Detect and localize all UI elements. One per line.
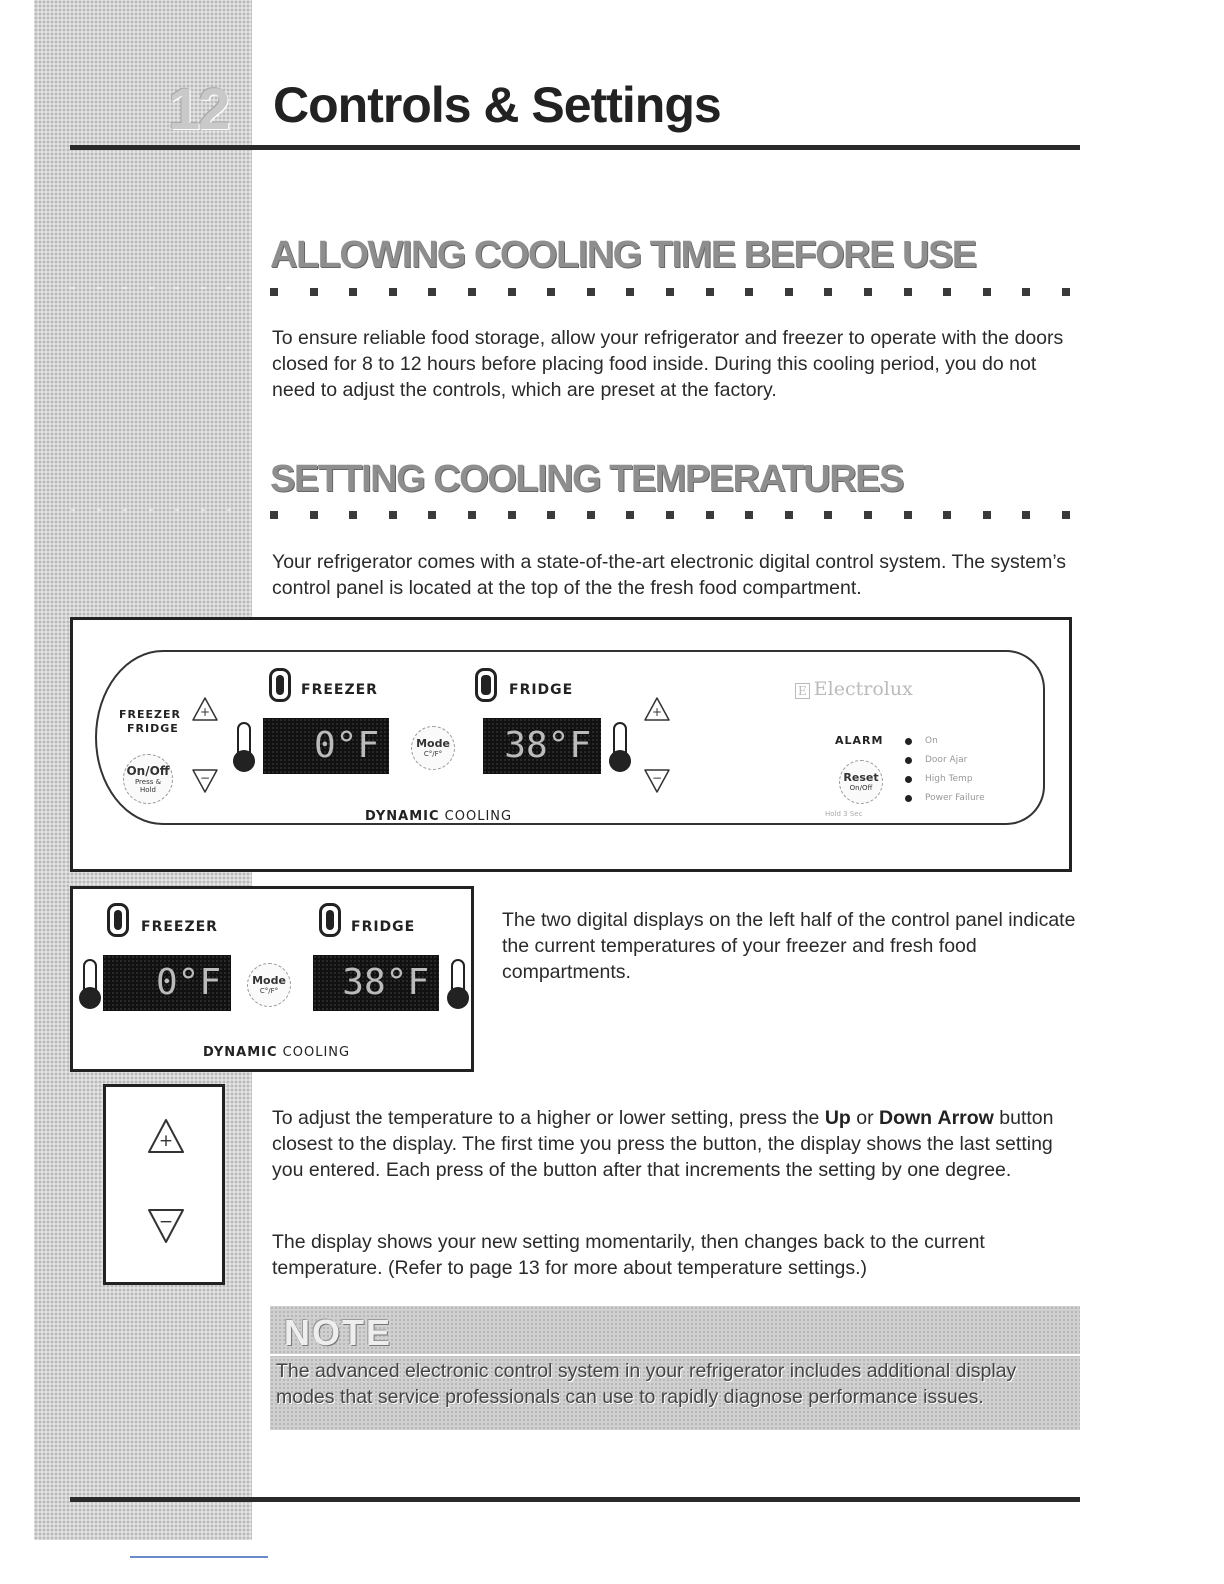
- adjust-text-1: To adjust the temperature to a higher or lower setting, press the: [272, 1107, 825, 1129]
- heading-square: [428, 288, 436, 296]
- on-off-sublabel: Press & Hold: [134, 778, 162, 794]
- fridge-up-arrow-button[interactable]: [643, 696, 671, 728]
- heading-square: [508, 288, 516, 296]
- freezer-display: 0°F: [263, 718, 389, 774]
- adjust-down: Down: [879, 1107, 933, 1129]
- alarm-item-high-temp: High Temp: [925, 774, 973, 784]
- mode-label: Mode: [252, 974, 286, 987]
- up-arrow-symbol: +: [199, 705, 211, 719]
- alarm-led-power: [905, 795, 912, 802]
- heading-square: [706, 511, 714, 519]
- heading-square: [864, 288, 872, 296]
- heading-square: [468, 511, 476, 519]
- heading-square: [468, 288, 476, 296]
- freezer-down-arrow-button[interactable]: [191, 766, 219, 798]
- detail-fridge-display: 38°F: [313, 955, 439, 1011]
- heading-square: [508, 511, 516, 519]
- heading-square: [1062, 288, 1070, 296]
- momentary-paragraph: The display shows your new setting momentarily, then changes back to the current temperature. (Refer to page 13 for more about temperature settings.): [272, 1231, 985, 1279]
- alarm-led-on: [905, 738, 912, 745]
- alarm-item-on: On: [925, 736, 938, 746]
- heading-square: [389, 288, 397, 296]
- reset-label: Reset: [843, 771, 879, 784]
- adjust-paragraph: [272, 1105, 1082, 1183]
- note-text: The advanced electronic control system in your refrigerator includes additional display modes that service professionals can use to rapidly diagnose performance issues.: [276, 1360, 1017, 1408]
- heading-square: [626, 511, 634, 519]
- up-arrow-icon: [146, 1117, 186, 1157]
- freezer-indicator-icon: [107, 903, 129, 937]
- display-detail-figure: [70, 886, 474, 1072]
- adjust-up: Up: [824, 1107, 851, 1129]
- heading-square: [587, 511, 595, 519]
- up-arrow-symbol: +: [158, 1131, 174, 1151]
- dynamic-bold: DYNAMIC: [365, 809, 440, 824]
- up-arrow-icon: [191, 696, 219, 724]
- side-label-fridge: FRIDGE: [127, 722, 179, 735]
- setting-temps-paragraph: Your refrigerator comes with a state-of-the-art electronic digital control system. The system’s control panel is located at the top of the the fresh food compartment.: [272, 551, 1067, 599]
- on-off-button[interactable]: [123, 754, 173, 804]
- mode-button[interactable]: [411, 726, 455, 770]
- heading-square: [310, 288, 318, 296]
- up-arrow-symbol: +: [651, 705, 663, 719]
- header-rule: [70, 145, 1080, 150]
- down-arrow-button[interactable]: [146, 1205, 186, 1250]
- mode-label: Mode: [416, 737, 450, 750]
- note-divider: [270, 1354, 1080, 1356]
- note-title: NOTE: [284, 1312, 393, 1353]
- heading-square-row: [270, 511, 1080, 521]
- heading-square: [904, 511, 912, 519]
- heading-square: [349, 288, 357, 296]
- heading-square: [943, 511, 951, 519]
- heading-square: [983, 288, 991, 296]
- band-dot-row: [60, 285, 250, 291]
- up-arrow-icon: [643, 696, 671, 724]
- brand-name: Electrolux: [813, 678, 913, 700]
- reset-sublabel: On/Off: [849, 784, 873, 792]
- reset-hint: Hold 3 Sec: [825, 810, 863, 818]
- heading-square: [864, 511, 872, 519]
- fridge-thermometer-icon: [451, 959, 465, 997]
- heading-square: [349, 511, 357, 519]
- on-off-label: On/Off: [126, 764, 170, 778]
- heading-square: [1022, 511, 1030, 519]
- adjust-or: or: [850, 1107, 879, 1129]
- heading-square-row: [270, 288, 1080, 298]
- mode-button[interactable]: [247, 963, 291, 1007]
- detail-freezer-label: FREEZER: [141, 919, 218, 935]
- heading-square: [587, 288, 595, 296]
- heading-square: [904, 288, 912, 296]
- fridge-indicator-icon: [475, 668, 497, 702]
- panel-dynamic-cooling-caption: [365, 809, 512, 824]
- heading-square: [745, 511, 753, 519]
- band-dot-row: [60, 507, 250, 513]
- panel-freezer-label: FREEZER: [301, 682, 378, 698]
- section-heading-setting-temps: SETTING COOLING TEMPERATURES: [270, 458, 903, 500]
- panel-fridge-label: FRIDGE: [509, 682, 574, 698]
- cooling-time-paragraph: To ensure reliable food storage, allow your refrigerator and freezer to operate with the doors closed for 8 to 12 hours before placing food inside. During this cooling period, you do not need to adjust the controls, which are preset at the factory.: [272, 327, 1064, 401]
- heading-square: [389, 511, 397, 519]
- section-heading-cooling-time: ALLOWING COOLING TIME BEFORE USE: [270, 234, 976, 276]
- alarm-label: ALARM: [835, 734, 884, 747]
- down-arrow-icon: [191, 766, 219, 794]
- detail-freezer-display: 0°F: [103, 955, 231, 1011]
- adjust-text-2: button closest to the display. The first time you press the button, the display shows the last setting you entered. Each press of the button after that increments the setting by one degree.: [272, 1107, 1054, 1181]
- fridge-thermometer-icon: [613, 722, 627, 760]
- detail-fridge-label: FRIDGE: [351, 919, 416, 935]
- chapter-title: Controls & Settings: [273, 77, 721, 133]
- down-arrow-icon: [146, 1205, 186, 1245]
- heading-square: [706, 288, 714, 296]
- detail-dynamic-cooling-caption: [203, 1045, 350, 1060]
- alarm-item-power-failure: Power Failure: [925, 793, 985, 803]
- chapter-number: 12: [168, 77, 229, 142]
- heading-square: [547, 511, 555, 519]
- heading-square: [824, 511, 832, 519]
- heading-square: [547, 288, 555, 296]
- down-arrow-symbol: −: [199, 771, 211, 785]
- side-label-freezer: FREEZER: [119, 708, 181, 721]
- alarm-led-door: [905, 757, 912, 764]
- brand-logo: [795, 678, 913, 700]
- reset-button[interactable]: [839, 760, 883, 804]
- alarm-led-temp: [905, 776, 912, 783]
- heading-square: [983, 511, 991, 519]
- heading-square: [943, 288, 951, 296]
- heading-square: [626, 288, 634, 296]
- heading-square: [1022, 288, 1030, 296]
- freezer-up-arrow-button[interactable]: [191, 696, 219, 728]
- up-arrow-button[interactable]: [146, 1117, 186, 1162]
- footer-link-underline: [130, 1556, 268, 1558]
- footer-rule: [70, 1497, 1080, 1502]
- mode-sublabel: C°/F°: [259, 987, 279, 995]
- down-arrow-symbol: −: [651, 771, 663, 785]
- heading-square: [310, 511, 318, 519]
- heading-square: [270, 288, 278, 296]
- heading-square: [785, 288, 793, 296]
- note-box: [270, 1306, 1080, 1430]
- cooling-text: COOLING: [444, 809, 513, 824]
- alarm-item-door-ajar: Door Ajar: [925, 755, 968, 765]
- heading-square: [666, 511, 674, 519]
- control-panel-figure: [70, 617, 1072, 872]
- cooling-text: COOLING: [282, 1045, 351, 1060]
- heading-square: [666, 288, 674, 296]
- dynamic-bold: DYNAMIC: [203, 1045, 278, 1060]
- freezer-thermometer-icon: [237, 722, 251, 760]
- mode-sublabel: C°/F°: [423, 750, 443, 758]
- freezer-indicator-icon: [269, 668, 291, 702]
- heading-square: [745, 288, 753, 296]
- heading-square: [428, 511, 436, 519]
- adjust-arrow: Arrow: [937, 1107, 994, 1129]
- heading-square: [785, 511, 793, 519]
- heading-square: [824, 288, 832, 296]
- heading-square: [270, 511, 278, 519]
- electrolux-logo-icon: E: [795, 683, 810, 699]
- freezer-thermometer-icon: [83, 959, 97, 997]
- heading-square: [1062, 511, 1070, 519]
- display-description: The two digital displays on the left half of the control panel indicate the current temperatures of your freezer and fresh food compartments.: [502, 909, 1076, 983]
- fridge-indicator-icon: [319, 903, 341, 937]
- fridge-down-arrow-button[interactable]: [643, 766, 671, 798]
- arrow-buttons-figure: [103, 1084, 225, 1285]
- fridge-display: 38°F: [483, 718, 601, 774]
- down-arrow-icon: [643, 766, 671, 794]
- down-arrow-symbol: −: [158, 1212, 174, 1232]
